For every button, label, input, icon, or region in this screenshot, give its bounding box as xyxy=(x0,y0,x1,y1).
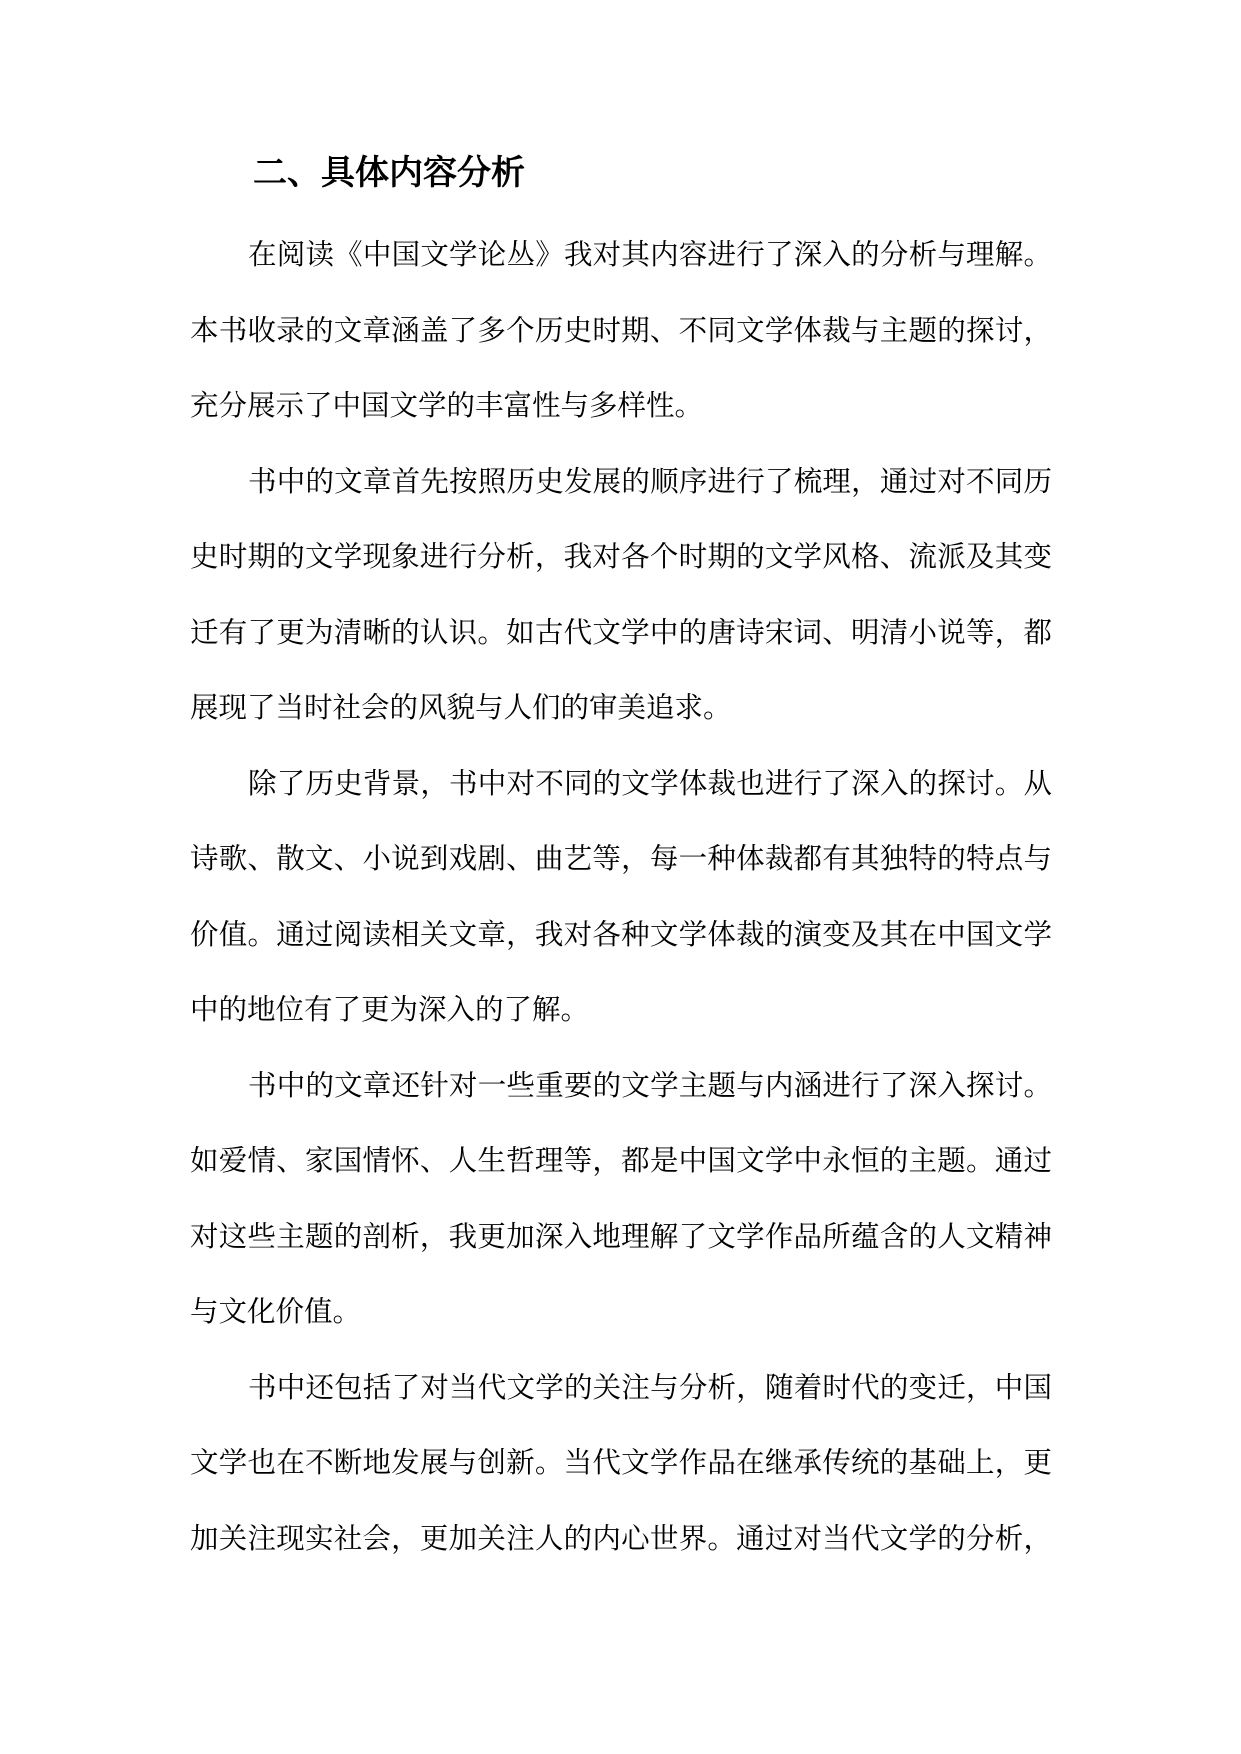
paragraph-1 xyxy=(190,226,1052,453)
paragraph-line: 书中的文章还针对一些重要的文学主题与内涵进行了深入探讨。 xyxy=(248,1068,1052,1102)
paragraph-line: 如爱情、家国情怀、人生哲理等，都是中国文学中永恒的主题。通过 xyxy=(190,1144,1052,1177)
paragraph-line: 诗歌、散文、小说到戏剧、曲艺等，每一种体裁都有其独特的特点与 xyxy=(190,842,1052,875)
paragraph-line: 与文化价值。 xyxy=(190,1295,362,1328)
paragraph-line: 文学也在不断地发展与创新。当代文学作品在继承传统的基础上，更 xyxy=(190,1446,1052,1479)
paragraph-5 xyxy=(190,1359,1052,1586)
paragraph-3 xyxy=(190,755,1052,1057)
body-text xyxy=(190,226,1052,1585)
paragraph-4 xyxy=(190,1057,1052,1359)
paragraph-line: 除了历史背景，书中对不同的文学体裁也进行了深入的探讨。从 xyxy=(248,766,1052,800)
paragraph-line: 迁有了更为清晰的认识。如古代文学中的唐诗宋词、明清小说等，都 xyxy=(190,615,1052,649)
paragraph-line: 展现了当时社会的风貌与人们的审美追求。 xyxy=(190,691,732,724)
paragraph-line: 对这些主题的剖析，我更加深入地理解了文学作品所蕴含的人文精神 xyxy=(190,1219,1052,1253)
paragraph-line: 史时期的文学现象进行分析，我对各个时期的文学风格、流派及其变 xyxy=(190,540,1052,573)
section-heading: 二、具体内容分析 xyxy=(253,153,525,193)
paragraph-line: 充分展示了中国文学的丰富性与多样性。 xyxy=(190,389,704,422)
paragraph-line: 书中的文章首先按照历史发展的顺序进行了梳理，通过对不同历 xyxy=(248,464,1052,498)
paragraph-line: 书中还包括了对当代文学的关注与分析，随着时代的变迁，中国 xyxy=(248,1370,1052,1404)
paragraph-line: 中的地位有了更为深入的了解。 xyxy=(190,993,590,1026)
paragraph-2 xyxy=(190,453,1052,755)
paragraph-line: 价值。通过阅读相关文章，我对各种文学体裁的演变及其在中国文学 xyxy=(190,917,1052,951)
paragraph-line: 在阅读《中国文学论丛》我对其内容进行了深入的分析与理解。 xyxy=(248,238,1052,271)
paragraph-line: 加关注现实社会，更加关注人的内心世界。通过对当代文学的分析， xyxy=(190,1521,1052,1555)
paragraph-line: 本书收录的文章涵盖了多个历史时期、不同文学体裁与主题的探讨， xyxy=(190,313,1052,347)
